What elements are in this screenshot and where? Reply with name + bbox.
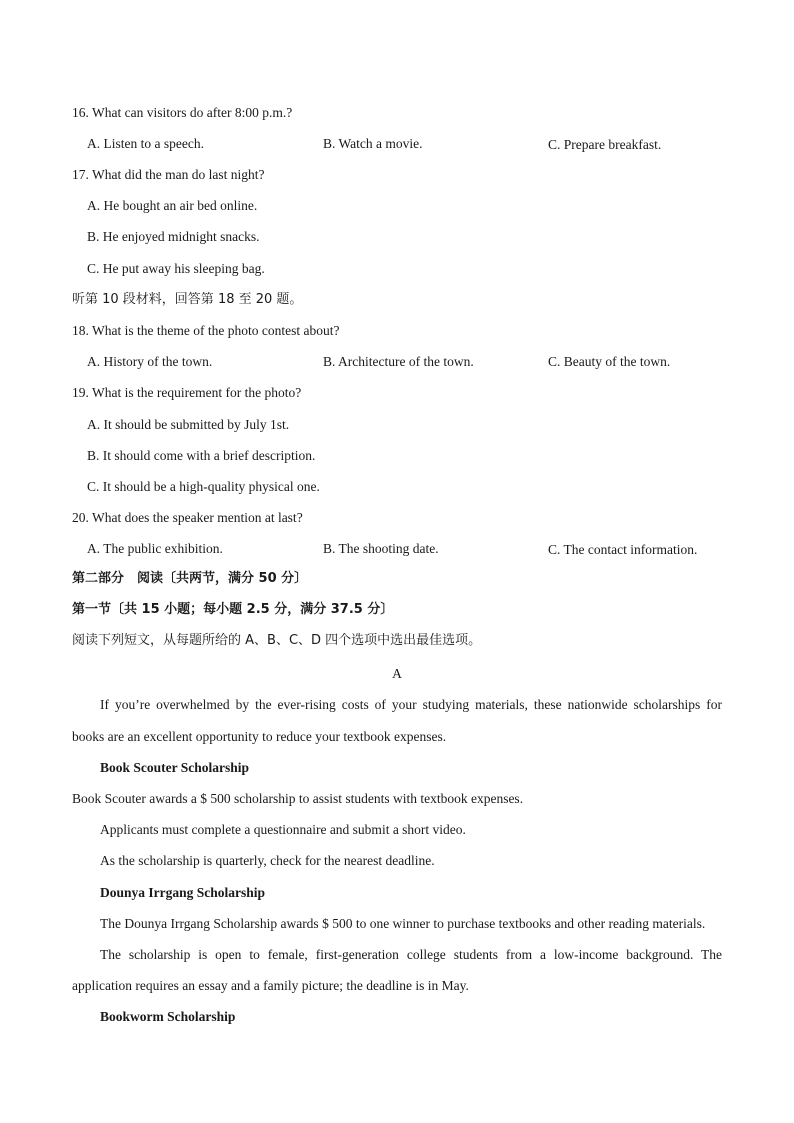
question-18-option-b: B. Architecture of the town. xyxy=(323,354,474,369)
question-18-option-a: A. History of the town. xyxy=(87,354,213,369)
section-1-title: 第一节〔共 15 小题；每小题 2.5 分，满分 37.5 分〕 xyxy=(72,602,394,617)
question-19-option-a: A. It should be submitted by July 1st. xyxy=(87,417,290,432)
listening-section-note: 听第 10 段材料，回答第 18 至 20 题。 xyxy=(72,292,303,307)
scholarship-2-title: Dounya Irrgang Scholarship xyxy=(100,885,266,900)
question-18-option-c: C. Beauty of the town. xyxy=(548,354,671,369)
passage-intro-line-2: books are an excellent opportunity to reduce your textbook expenses. xyxy=(72,729,447,744)
scholarship-3-title: Bookworm Scholarship xyxy=(100,1009,236,1024)
question-18-stem: 18. What is the theme of the photo contest about? xyxy=(72,323,340,338)
question-19-option-b: B. It should come with a brief description. xyxy=(87,448,316,463)
scholarship-2-paragraph-2-line-2: application requires an essay and a family picture; the deadline is in May. xyxy=(72,978,469,993)
question-17-option-a: A. He bought an air bed online. xyxy=(87,198,258,213)
question-17-stem: 17. What did the man do last night? xyxy=(72,167,265,182)
passage-label: A xyxy=(392,666,402,681)
part-2-title: 第二部分 阅读〔共两节，满分 50 分〕 xyxy=(72,571,308,586)
passage-intro-line-1: If you’re overwhelmed by the ever-rising costs of your studying materials, these nationwide scholarships for xyxy=(100,697,722,712)
question-19-stem: 19. What is the requirement for the photo? xyxy=(72,385,302,400)
question-19-option-c: C. It should be a high-quality physical one. xyxy=(87,479,320,494)
scholarship-1-title: Book Scouter Scholarship xyxy=(100,760,250,775)
scholarship-1-paragraph-3: As the scholarship is quarterly, check for the nearest deadline. xyxy=(100,853,435,868)
question-20-option-c: C. The contact information. xyxy=(548,542,698,557)
question-20-option-a: A. The public exhibition. xyxy=(87,541,223,556)
scholarship-2-paragraph-2-line-1: The scholarship is open to female, first-generation college students from a low-income background. The xyxy=(100,947,722,962)
question-17-option-c: C. He put away his sleeping bag. xyxy=(87,261,265,276)
question-16-option-c: C. Prepare breakfast. xyxy=(548,137,662,152)
question-16-option-b: B. Watch a movie. xyxy=(323,136,423,151)
question-17-option-b: B. He enjoyed midnight snacks. xyxy=(87,229,260,244)
question-20-option-b: B. The shooting date. xyxy=(323,541,439,556)
question-16-option-a: A. Listen to a speech. xyxy=(87,136,204,151)
reading-instructions: 阅读下列短文，从每题所给的 A、B、C、D 四个选项中选出最佳选项。 xyxy=(72,633,482,648)
scholarship-2-paragraph-1: The Dounya Irrgang Scholarship awards $ 500 to one winner to purchase textbooks and other reading materials. xyxy=(100,916,706,931)
question-16-stem: 16. What can visitors do after 8:00 p.m.? xyxy=(72,105,293,120)
scholarship-1-paragraph-2: Applicants must complete a questionnaire and submit a short video. xyxy=(100,822,466,837)
question-20-stem: 20. What does the speaker mention at last? xyxy=(72,510,303,525)
scholarship-1-paragraph-1: Book Scouter awards a $ 500 scholarship to assist students with textbook expenses. xyxy=(72,791,524,806)
